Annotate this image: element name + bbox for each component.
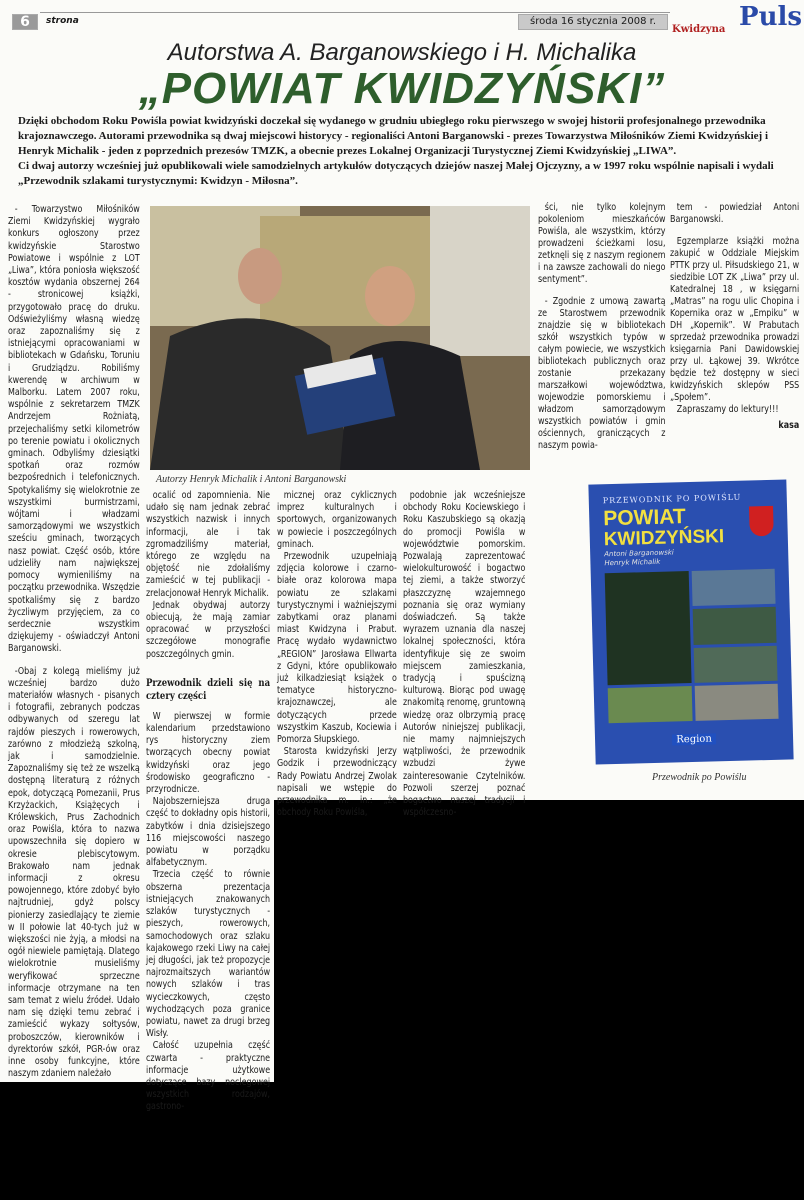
article-lead — [18, 114, 798, 189]
authors-photo — [150, 206, 530, 470]
book-author-1: Antoni Barganowski — [604, 548, 674, 559]
paragraph: W pierwszej w formie kalendarium przedstawiono rys historyczny ziem tworzących obecny powiat kwidzyński oraz jego środowisko geograficzno - przyrodnicze. — [146, 710, 271, 796]
column-5 — [538, 202, 666, 452]
paragraph: - Zgodnie z umową zawartą ze Starostwem przewodnik znajdzie się w bibliotekach szkół wszystkich typów w całym powiecie, we wszystkich bibliotekach publicznych oraz zostanie przekazany marszałkowi województwa, wojewodzie pomorskiemu i władzom samorządowym wszystkich powiatów i gmin ościennych, graniczących z naszym powia- — [538, 296, 666, 451]
paragraph: podobnie jak wcześniejsze obchody Roku Kociewskiego i Roku Kaszubskiego są okazją do promocji Powiśla w województwie pomorskim. Pozwalają zaprezentować wielokulturowość i bogactwo tej ziemi, a także stworzyć płaszczyznę wzajemnego poznania się oraz wymiany doświadczeń. Są także wyrazem uznania dla naszej lokalnej społeczności, która identyfikuje się ze swoim miejscem zamieszkania, tradycją i spuścizną kulturową. Biorąc pod uwagę znakomitą renomę, gruntowną wiedzę oraz olbrzymią pracę Autorów niniejszej publikacji, nie mamy najmniejszych wątpliwości, że przewodnik wzbudzi żywe zainteresowanie Czytelników. Pozwoli szerzej poznać bogactwo naszej tradycji i współczesno- — [403, 490, 526, 819]
logo-sub: Kwidzyna — [672, 24, 726, 35]
logo — [672, 2, 804, 38]
book-series: PRZEWODNIK PO POWIŚLU — [602, 492, 742, 506]
header-rule — [40, 12, 670, 13]
paragraph: -Obaj z kolegą mieliśmy już wcześniej bardzo dużo materiałów własnych - pisanych i fotografii, zebranych podczas odbywanych od szeregu lat rajdów pieszych i rowerowych, zarówno z młodzieżą szkolną, jak i samodzielnie. Zapoznaliśmy się też ze wszelką dostępną literaturą z różnych epok, dotyczącą Pomezanii, Prus Krzyżackich, Książęcych i Królewskich, Prus Zachodnich oraz Powiśla, która to nazwa upowszechniła się dopiero w okresie plebiscytowym. Brakowało nam jednak informacji z okresu powojennego, które zdobyć było najtrudniej, gdyż polscy pionierzy zasiedlający te ziemie w II połowie lat 40-tych już w większości nie żyją, a młodsi na ogół niewiele pamiętają. Dlatego wielokrotnie musieliśmy weryfikować sprzeczne informacje otrzymane na ten sam temat z wielu źródeł. Udało nam się dzięki temu zebrać i zamieścić wykazy sołtysów, proboszczów, kierowników i dyrektorów szkół, PGR-ów oraz inne osoby funkcyjne, które naszym zdaniem należało — [8, 665, 140, 1080]
book-title-1: POWIAT — [602, 505, 686, 531]
book-author-2: Henryk Michalik — [604, 557, 661, 568]
book-title-2: KWIDZYŃSKI — [603, 526, 725, 551]
author-signature: kasa — [778, 420, 800, 431]
page-number-box: 6 — [12, 14, 38, 30]
book-cover-image — [588, 479, 793, 764]
page-label: strona — [46, 16, 79, 26]
book-publisher: Region — [672, 733, 716, 745]
lead-paragraph: Dzięki obchodom Roku Powiśla powiat kwidzyński doczekał się wydanego w grudniu ubiegłego roku pierwszego w swojej historii profesjonalnego przewodnika krajoznawczego. Autorami przewodnika są dwaj miejscowi historycy - regionaliści Antoni Barganowski - prezes Towarzystwa Miłośników Ziemi Kwidzyńskiej i Henryk Michalik - jeden z poprzednich prezesów TMZK, a obecnie prezes Lokalnej Organizacji Turystycznej Ziemi Kwidzyńskiej „LIWA”. — [18, 115, 769, 157]
column-3 — [277, 490, 397, 819]
column-6 — [670, 202, 799, 432]
logo-text: Puls — [739, 2, 802, 32]
article-title: „POWIAT KWIDZYŃSKI” — [138, 64, 666, 113]
cover-photo-grid — [605, 569, 779, 723]
paragraph: tem - powiedział Antoni Barganowski. — [670, 202, 800, 225]
paragraph: ści, nie tylko kolejnym pokoleniom mieszkańców Powiśla, ale wszystkim, którzy prowadzeni ścieżkami losu, zetknęli się z naszym regionem i na zawsze zachowali do niego sentyment”. — [538, 202, 666, 285]
column-2 — [146, 490, 270, 1114]
column-4 — [403, 490, 525, 819]
column-1-top — [8, 204, 140, 1080]
article-subtitle: Autorstwa A. Barganowskiego i H. Michalika — [167, 39, 637, 66]
paragraph: micznej oraz cyklicznych imprez kulturalnych i sportowych, organizowanych w powiecie i poszczególnych gminach. — [277, 490, 397, 550]
paragraph: Całość uzupełnia część czwarta - praktyczne informacje użytkowe dotyczące bazy noclegowej wszystkich rodzajów, gastrono- — [146, 1040, 271, 1113]
paragraph: ocalić od zapomnienia. Nie udało się nam jednak zebrać wszystkich nazwisk i innych informacji, ale i tak zgromadziliśmy materiał, którego ze względu na objętość nie zdołaliśmy zamieścić w tej publikacji - zrelacjonował Henryk Michalik. — [146, 490, 271, 599]
paragraph: Jednak obydwaj autorzy obiecują, że mają zamiar opracować w przyszłości szczegółowe monografie poszczególnych gmin. — [146, 599, 271, 660]
issue-date: środa 16 stycznia 2008 r. — [518, 14, 668, 30]
paragraph: Zapraszamy do lektury!!! — [676, 404, 779, 415]
paragraph: - Towarzystwo Miłośników Ziemi Kwidzyńskiej wygrało konkurs ogłoszony przez kwidzyńskie Starostwo Powiatowe i wspólnie z LOT „Liwa”, która poniosła większość kosztów wydania obszernej 264 - stronicowej książki, przygotowało pracę do druku. Odświeżyliśmy własną wiedzę oraz zapoznaliśmy się z istniejącymi opracowaniami w bibliotekach w Gdańsku, Toruniu i Grudziądzu. Robiliśmy kwerendę w archiwum w Malborku. Latem 2007 roku, wspólnie z sekretarzem TMZK Andrzejem Rożniatą, przejechaliśmy setki kilometrów po terenie powiatu i okolicznych gminach. Odbyliśmy dziesiątki spotkań oraz rozmów bezpośrednich i telefonicznych. Spotykaliśmy się wielokrotnie ze wszystkimi burmistrzami, wójtami i władzami samorządowymi we wszystkich sześciu gminach, tworzących nasz powiat. Część osób, które udzieliły nam największej pomocy wymieniliśmy na początku przewodnika. Wszędzie spotkaliśmy się z bardzo życzliwym przyjęciem, za co serdecznie wszystkim dziękujemy - oświadczył Antoni Barganowski. — [8, 204, 140, 655]
photo-caption: Autorzy Henryk Michalik i Antoni Barganowski — [156, 474, 347, 485]
paragraph: Najobszerniejsza druga część to dokładny opis historii, zabytków i dnia dzisiejszego 116 miejscowości naszego powiatu w porządku alfabetycznym. — [146, 796, 271, 869]
coat-of-arms-icon — [749, 506, 774, 537]
lead-paragraph: Ci dwaj autorzy wcześniej już opublikowali wiele samodzielnych artykułów dotyczących dziejów naszej Małej Ojczyzny, a w 1997 roku wspólnie napisali i wydali „Przewodnik szlakami turystycznymi: Kwidzyn - Miłosna”. — [18, 160, 774, 187]
paragraph: Trzecia część to równie obszerna prezentacja istniejących znakowanych szlaków turystycznych - pieszych, rowerowych, samochodowych oraz szlaku kajakowego rzeki Liwy na całej jej długości, jak też propozycje najrozmaitszych wariantów nowych szlaków i tras wycieczkowych, często wychodzących poza granice powiatu, nawet za drugi brzeg Wisły. — [146, 869, 271, 1040]
paragraph: Przewodnik uzupełniają zdjęcia kolorowe i czarno-białe oraz kolorowa mapa powiatu ze szlakami turystycznymi i ważniejszymi zabytkami oraz planami miast Kwidzyna i Prabut. Pracę wydało wydawnictwo „REGION” Jarosława Ellwarta z Gdyni, które opublikowało już kilkadziesiąt książek o tematyce historyczno-krajoznawczej, ale dotyczących przede wszystkim Kaszub, Kociewia i Pomorza Słupskiego. — [277, 551, 397, 746]
book-caption: Przewodnik po Powiślu — [652, 772, 747, 783]
section-heading: Przewodnik dzieli się na cztery części — [146, 677, 271, 702]
paragraph: Starosta kwidzyński Jerzy Godzik i przewodniczący Rady Powiatu Andrzej Zwolak napisali we wstępie do przewodnika m. in.: „że obchody Roku Powiśla, — [277, 746, 397, 819]
paragraph: Egzemplarze książki można zakupić w Oddziale Miejskim PTTK przy ul. Piłsudskiego 21, w siedzibie LOT ZK „Liwa” przy ul. Katedralnej 18 , w księgarni „Matras” na rogu ulic Chopina i Kopernika oraz w „Empiku” w DH „Kopernik”. W Prabutach sprzedaż przewodnika prowadzi księgarnia Pani Dawidowskiej przy ul. Łąkowej 39. Wkrótce będzie też dostępny w sieci kwidzyńskich sklepów PSS „Społem”. — [670, 236, 800, 403]
